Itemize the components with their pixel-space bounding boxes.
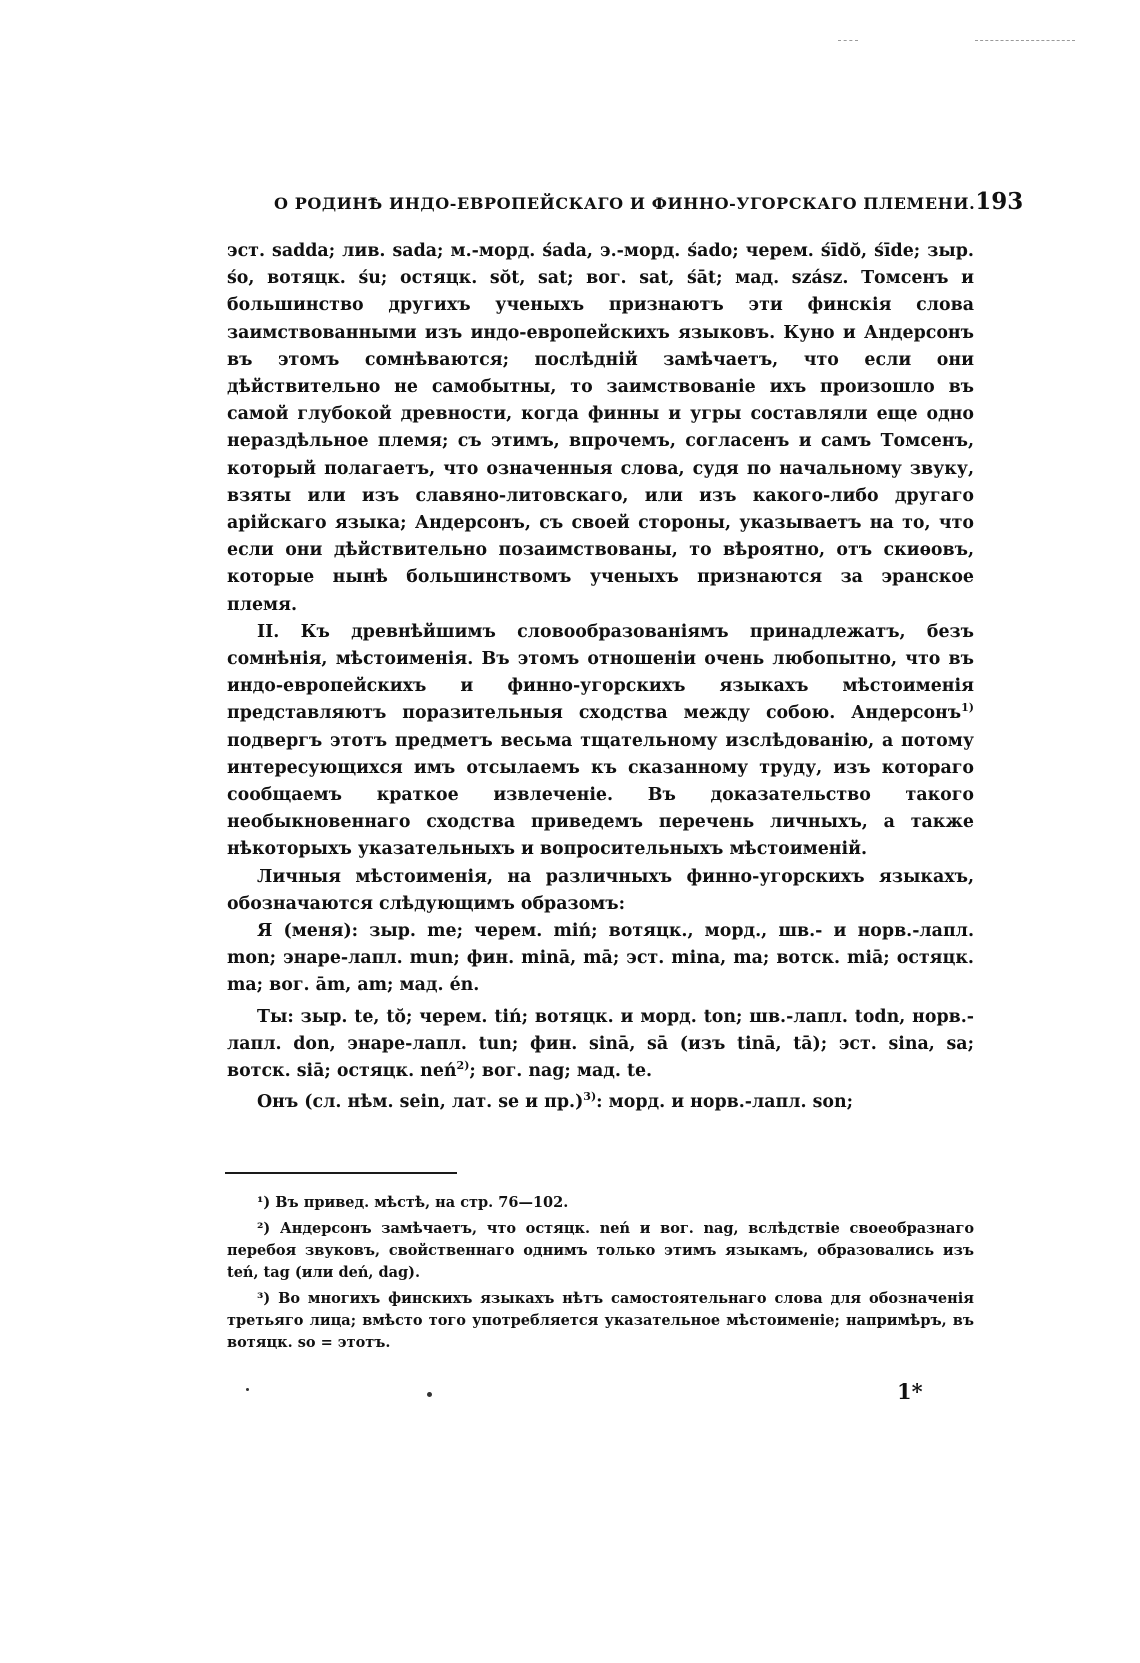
footnote-marker: ¹) [257,1194,271,1211]
footnote-ref-3: 3) [583,1090,597,1104]
paragraph-pronoun-i: Я (меня): зыр. me; черем. miń; вотяцк., морд., шв.- и норв.-лапл. mon; энаре-лапл. mun; фин. minā, mā; эст. mina, ma; вотск. miā; остяцк. ma; вог. ām, am; мад. én. [227,921,974,996]
page-number: 193 [975,188,1024,215]
footnotes [227,1192,974,1358]
footnote-ref-1: 1) [961,701,974,715]
paragraph-continuation: эст. sadda; лив. sada; м.-морд. śada, э.-морд. śado; черем. śīdŏ, śīde; зыр. śo, вотяцк. śu; остяцк. sŏt, sat; вог. sat, śāt; мад. szász. Томсенъ и большинство другихъ ученыхъ признаютъ эти финскія слова заимствованными изъ индо-европейскихъ языковъ. Куно и Андерсонъ въ этомъ сомнѣваются; послѣдній замѣчаетъ, что если они дѣйствительно не самобытны, то заимствованіе ихъ произошло въ самой глубокой древности, когда финны и угры составляли еще одно нераздѣльное племя; съ этимъ, впрочемъ, согласенъ и самъ Томсенъ, который полагаетъ, что означенныя слова, судя по начальному звуку, взяты или изъ славяно-литовскаго, или изъ какого-либо другаго арійскаго языка; Андерсонъ, съ своей стороны, указываетъ на то, что если они дѣйствительно позаимствованы, то вѣроятно, отъ скиѳовъ, которые нынѣ большинствомъ ученыхъ признаются за эранское племя. [227,241,974,615]
footnote-text: Во многихъ финскихъ языкахъ нѣтъ самостоятельнаго слова для обозначенія третьяго лица; вмѣсто того употребляется указательное мѣстоименіе; напримѣръ, въ вотяцк. so = этотъ. [227,1290,974,1351]
paragraph-text: II. Къ древнѣйшимъ словообразованіямъ принадлежатъ, безъ сомнѣнія, мѣстоименія. Въ этомъ отношеніи очень любопытно, что въ индо-европейскихъ и финно-угорскихъ языкахъ мѣстоименія представляютъ поразительныя сходства между собою. Андерсонъ [227,621,974,724]
footnote-2 [227,1218,974,1284]
paragraph-text: подвергъ этотъ предметъ весьма тщательному изслѣдованію, а потому интересующихся имъ отсылаемъ къ сказанному труду, изъ котораго сообщаемъ краткое извлеченіе. Въ доказательство такого необыкновеннаго сходства приведемъ перечень личныхъ, а также нѣкоторыхъ указательныхъ и вопросительныхъ мѣстоименій. [227,730,974,860]
running-title: О РОДИНѢ ИНДО-ЕВРОПЕЙСКАГО И ФИННО-УГОРСКАГО ПЛЕМЕНИ. [274,194,976,213]
paragraph-text: Ты: зыр. te, tŏ; черем. tiń; вотяцк. и морд. ton; шв.-лапл. todn, норв.-лапл. don, энаре-лапл. tun; фин. sinā, sā (изъ tinā, tā); эст. sina, sa; вотск. siā; остяцк. neń [227,1006,974,1082]
paragraph-text: Онъ (сл. нѣм. sein, лат. se и пр.) [257,1092,584,1113]
paragraph-pronouns-intro [227,619,974,864]
footnote-ref-2: 2) [456,1059,470,1073]
footnote-3 [227,1288,974,1354]
paragraph-pronoun-you [227,1004,974,1086]
print-speck [427,1392,432,1397]
footnote-marker: ²) [257,1220,271,1237]
footnote-marker: ³) [257,1290,271,1307]
running-head [274,188,1024,224]
corner-rule [838,40,858,41]
footnote-separator [225,1172,457,1174]
paragraph-text: ; вог. nag; мад. te. [469,1061,653,1082]
signature-mark: 1* [897,1379,923,1404]
corner-rule [975,40,1075,41]
print-speck [246,1388,249,1391]
footnote-text: Андерсонъ замѣчаетъ, что остяцк. neń и вог. nag, вслѣдствіе своеобразнаго перебоя звуковъ, свойственнаго однимъ только этимъ языкамъ, образовались изъ teń, tag (или deń, dag). [227,1220,974,1281]
paragraph-personal-pronouns: Личныя мѣстоименія, на различныхъ финно-угорскихъ языкахъ, обозначаются слѣдующимъ образомъ: [227,866,974,914]
footnote-1 [227,1192,974,1214]
footnote-text: Въ привед. мѣстѣ, на стр. 76—102. [275,1194,569,1211]
body-text [227,238,974,1117]
paragraph-pronoun-he [227,1089,974,1116]
paragraph-text: : морд. и норв.-лапл. son; [596,1092,854,1113]
